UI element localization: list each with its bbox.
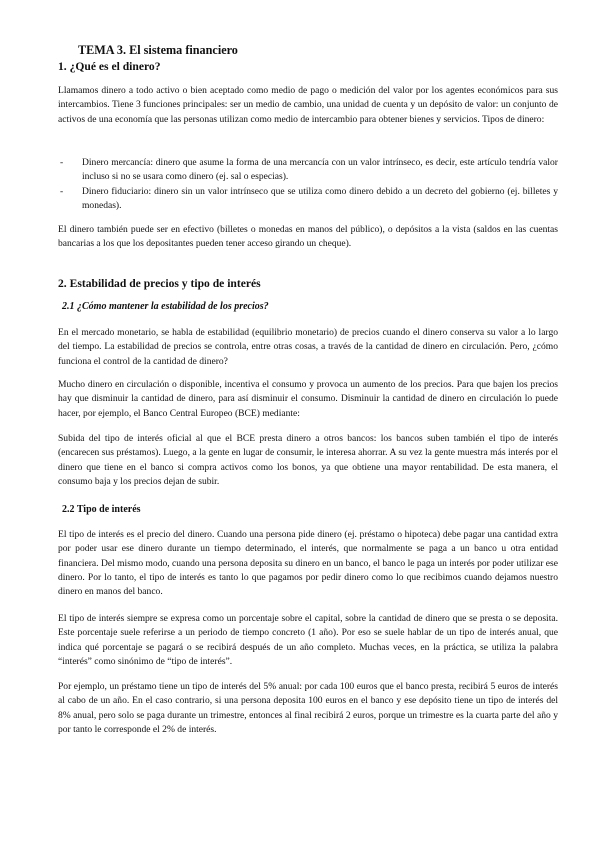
subsection-2-1-paragraph-2: Mucho dinero en circulación o disponible, incentiva el consumo y provoca un aumento de los precios. Para que bajen los precios hay que disminuir la cantidad de dinero, para así disminuir el consumo. Disminuir la cantidad de dinero en circulación lo puede hacer, por ejemplo, el Banco Central Europeo (BCE) mediante:	[58, 379, 558, 419]
subsection-2-2-paragraph-3: Por ejemplo, un préstamo tiene un tipo de interés del 5% anual: por cada 100 euros que el banco presta, recibirá 5 euros de interés al cabo de un año. En el caso contrario, si una persona deposita 100 euros en el banco y ese depósito tiene un tipo de interés del 8% anual, pero solo se paga durante un trimestre, entonces al final recibirá 2 euros, porque un trimestre es la cuarta parte del año y por tanto le corresponde el 2% de interés.	[58, 681, 558, 735]
section-2-heading: 2. Estabilidad de precios y tipo de interés	[58, 277, 261, 290]
list-item-text: Dinero mercancía: dinero que asume la forma de una mercancía con un valor intrínseco, es decir, este artículo tendría valor incluso si no se usara como dinero (ej. sal o especias).	[82, 157, 558, 183]
section-1-paragraph-2: El dinero también puede ser en efectivo (billetes o monedas en manos del público), o depósitos a la vista (saldos en las cuentas bancarias a los que los depositantes pueden tener acceso girando un cheque).	[58, 224, 558, 250]
list-item-text: Dinero fiduciario: dinero sin un valor intrínseco que se utiliza como dinero debido a un decreto del gobierno (ej. billetes y monedas).	[82, 185, 558, 211]
document-title: TEMA 3. El sistema financiero	[78, 43, 238, 57]
section-1-paragraph-1: Llamamos dinero a todo activo o bien aceptado como medio de pago o medición del valor por los agentes económicos para sus intercambios. Tiene 3 funciones principales: ser un medio de cambio, una unidad de cuenta y un depósito de valor: un conjunto de activos de una economía que las personas utilizan como medio de intercambio para obtener bienes y servicios. Tipos de dinero:	[58, 85, 558, 125]
list-item	[58, 156, 558, 185]
subsection-2-2-heading: 2.2 Tipo de interés	[62, 504, 141, 515]
bullet-marker: -	[60, 157, 64, 168]
section-1-heading: 1. ¿Qué es el dinero?	[58, 60, 161, 73]
bullet-marker: -	[60, 185, 64, 197]
subsection-2-1-paragraph-1: En el mercado monetario, se habla de estabilidad (equilibrio monetario) de precios cuando el dinero conserva su valor a lo largo del tiempo. La estabilidad de precios se controla, entre otras cosas, a través de la cantidad de dinero en circulación. Pero, ¿cómo funciona el control de la cantidad de dinero?	[58, 327, 558, 367]
subsection-2-1-paragraph-3: Subida del tipo de interés oficial al que el BCE presta dinero a otros bancos: los bancos suben también el tipo de interés (encarecen sus préstamos). Luego, a la gente en lugar de consumir, le interesa ahorrar. A su vez la gente muestra más interés por el dinero que tiene en el banco si compra activos como los bonos, ya que obtiene una mayor rentabilidad. De esta manera, el consumo baja y los precios dejan de subir.	[58, 433, 558, 487]
list-item	[58, 185, 558, 214]
subsection-2-1-heading: 2.1 ¿Cómo mantener la estabilidad de los precios?	[62, 301, 269, 312]
subsection-2-2-paragraph-2: El tipo de interés siempre se expresa como un porcentaje sobre el capital, sobre la cantidad de dinero que se presta o se deposita. Este porcentaje suele referirse a un periodo de tiempo concreto (1 año). Por eso se suele hablar de un tipo de interés anual, que indica qué porcentaje se pagará o se recibirá después de un año completo. Muchas veces, en la práctica, se utiliza la palabra “interés” como sinónimo de “tipo de interés”.	[58, 613, 558, 667]
money-types-list	[58, 156, 558, 213]
subsection-2-2-paragraph-1: El tipo de interés es el precio del dinero. Cuando una persona pide dinero (ej. préstamo o hipoteca) debe pagar una cantidad extra por poder usar ese dinero durante un tiempo determinado, el interés, que normalmente se paga a un banco u otra entidad financiera. Del mismo modo, cuando una persona deposita su dinero en un banco, el banco le paga un interés por poder utilizar ese dinero. Por lo tanto, el tipo de interés es tanto lo que pagamos por pedir dinero como lo que recibimos cuando dejamos nuestro dinero en manos del banco.	[58, 529, 558, 598]
